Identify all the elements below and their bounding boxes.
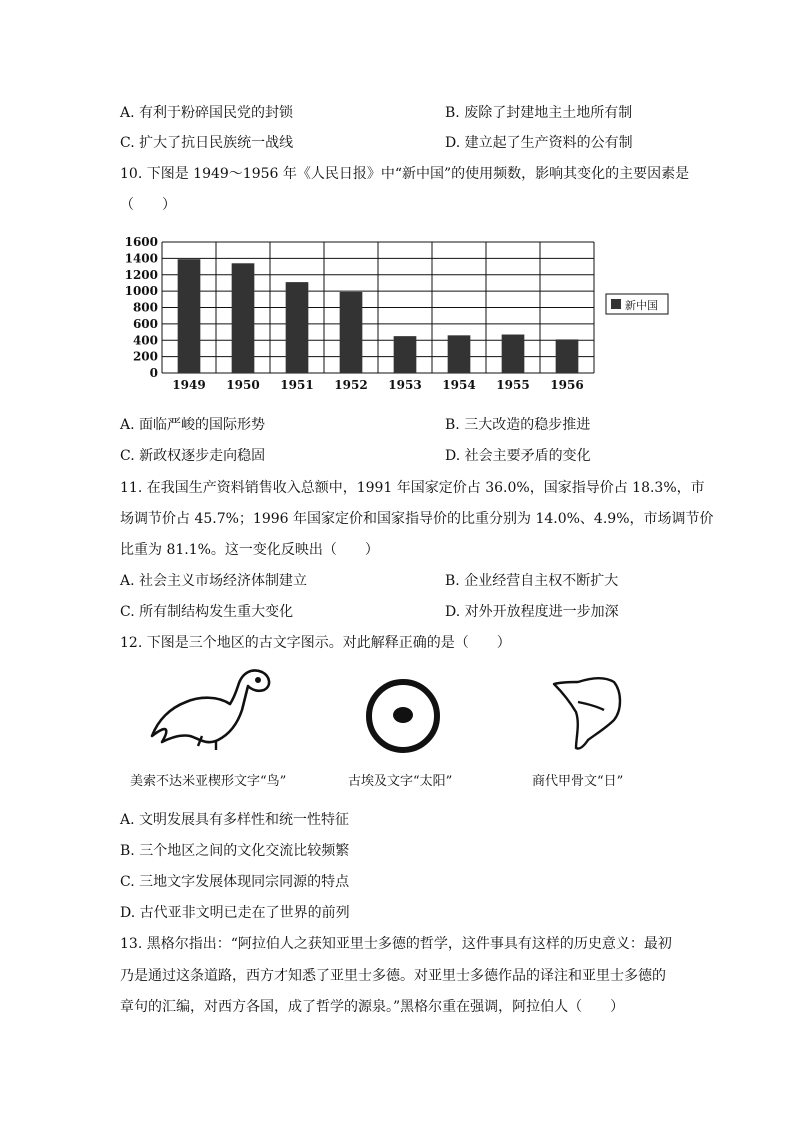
caption-oracle-sun: 商代甲骨文“日” [532,774,624,789]
x-tick-label-1956: 1956 [550,378,584,392]
q11-line-3: 比重为 81.1%。这一变化反映出（ ） [120,542,379,558]
q9-option-d: D. 建立起了生产资料的公有制 [445,135,633,151]
x-tick-label-1952: 1952 [334,378,368,392]
x-tick-label-1950: 1950 [226,378,260,392]
q12-option-b: B. 三个地区之间的文化交流比较频繁 [120,843,350,859]
q11-line-1: 11. 在我国生产资料销售收入总额中，1991 年国家定价占 36.0%，国家指导价占 18.3%，市 [120,480,705,496]
caption-bird: 美索不达米亚楔形文字“鸟” [130,774,287,789]
y-tick-label-800: 800 [132,300,158,315]
y-tick-label-0: 0 [149,366,158,380]
q10-option-a: A. 面临严峻的国际形势 [120,417,266,433]
q11-line-2: 场调节价占 45.7%；1996 年国家定价和国家指导价的比重分别为 14.0%、4.9%，市场调节价 [120,511,714,527]
x-tick-label-1951: 1951 [280,378,314,392]
bar-1956 [556,339,579,373]
q9-option-c: C. 扩大了抗日民族统一战线 [120,135,294,151]
q10-option-b: B. 三大改造的稳步推进 [445,417,591,433]
x-tick-label-1949: 1949 [172,378,206,392]
q10-bar-chart [120,232,680,397]
q12-option-d: D. 古代亚非文明已走在了世界的前列 [120,905,350,921]
y-tick-label-1600: 1600 [124,235,158,249]
bar-1949 [178,259,201,373]
q10-option-c: C. 新政权逐步走向稳固 [120,448,266,464]
q10-option-d: D. 社会主要矛盾的变化 [445,448,591,464]
q9-option-b: B. 废除了封建地主土地所有制 [445,105,633,121]
q11-option-d: D. 对外开放程度进一步加深 [445,604,619,620]
bar-1951 [286,282,309,373]
y-tick-label-600: 600 [132,316,158,331]
legend-swatch [611,299,621,309]
q13-line-3: 章句的汇编，对西方各国，成了哲学的源泉。”黑格尔重在强调，阿拉伯人（ ） [120,999,625,1015]
q10-stem: 10. 下图是 1949～1956 年《人民日报》中“新中国”的使用频数，影响其变化的主要因素是 [120,166,690,182]
x-tick-label-1953: 1953 [388,378,422,392]
bar-1955 [502,335,525,373]
y-tick-label-1000: 1000 [124,284,158,299]
q11-option-b: B. 企业经营自主权不断扩大 [445,573,619,589]
caption-egypt-sun: 古埃及文字“太阳” [348,774,453,789]
x-tick-label-1954: 1954 [442,378,476,392]
cuneiform-bird-icon [140,660,290,755]
egyptian-sun-icon [360,673,446,759]
bar-1954 [448,335,471,373]
bar-1953 [394,336,417,373]
oracle-bone-sun-icon [548,668,630,756]
y-tick-label-200: 200 [132,349,158,364]
legend-label: 新中国 [625,299,658,312]
y-tick-label-1400: 1400 [124,251,158,266]
q12-option-a: A. 文明发展具有多样性和统一性特征 [120,812,350,828]
q10-paren: （ ） [120,197,176,213]
q9-option-a: A. 有利于粉碎国民党的封锁 [120,105,294,121]
q12-stem: 12. 下图是三个地区的古文字图示。对此解释正确的是（ ） [120,635,511,651]
q13-line-2: 乃是通过这条道路，西方才知悉了亚里士多德。对亚里士多德作品的译注和亚里士多德的 [120,968,666,984]
x-tick-label-1955: 1955 [496,378,530,392]
q11-option-c: C. 所有制结构发生重大变化 [120,604,294,620]
bar-1952 [340,292,363,373]
q11-option-a: A. 社会主义市场经济体制建立 [120,573,308,589]
q13-line-1: 13. 黑格尔指出：“阿拉伯人之获知亚里士多德的哲学，这件事具有这样的历史意义：最初 [120,936,672,952]
bar-1950 [232,263,255,373]
y-tick-label-1200: 1200 [124,267,158,282]
y-tick-label-400: 400 [132,333,158,348]
q12-option-c: C. 三地文字发展体现同宗同源的特点 [120,874,350,890]
